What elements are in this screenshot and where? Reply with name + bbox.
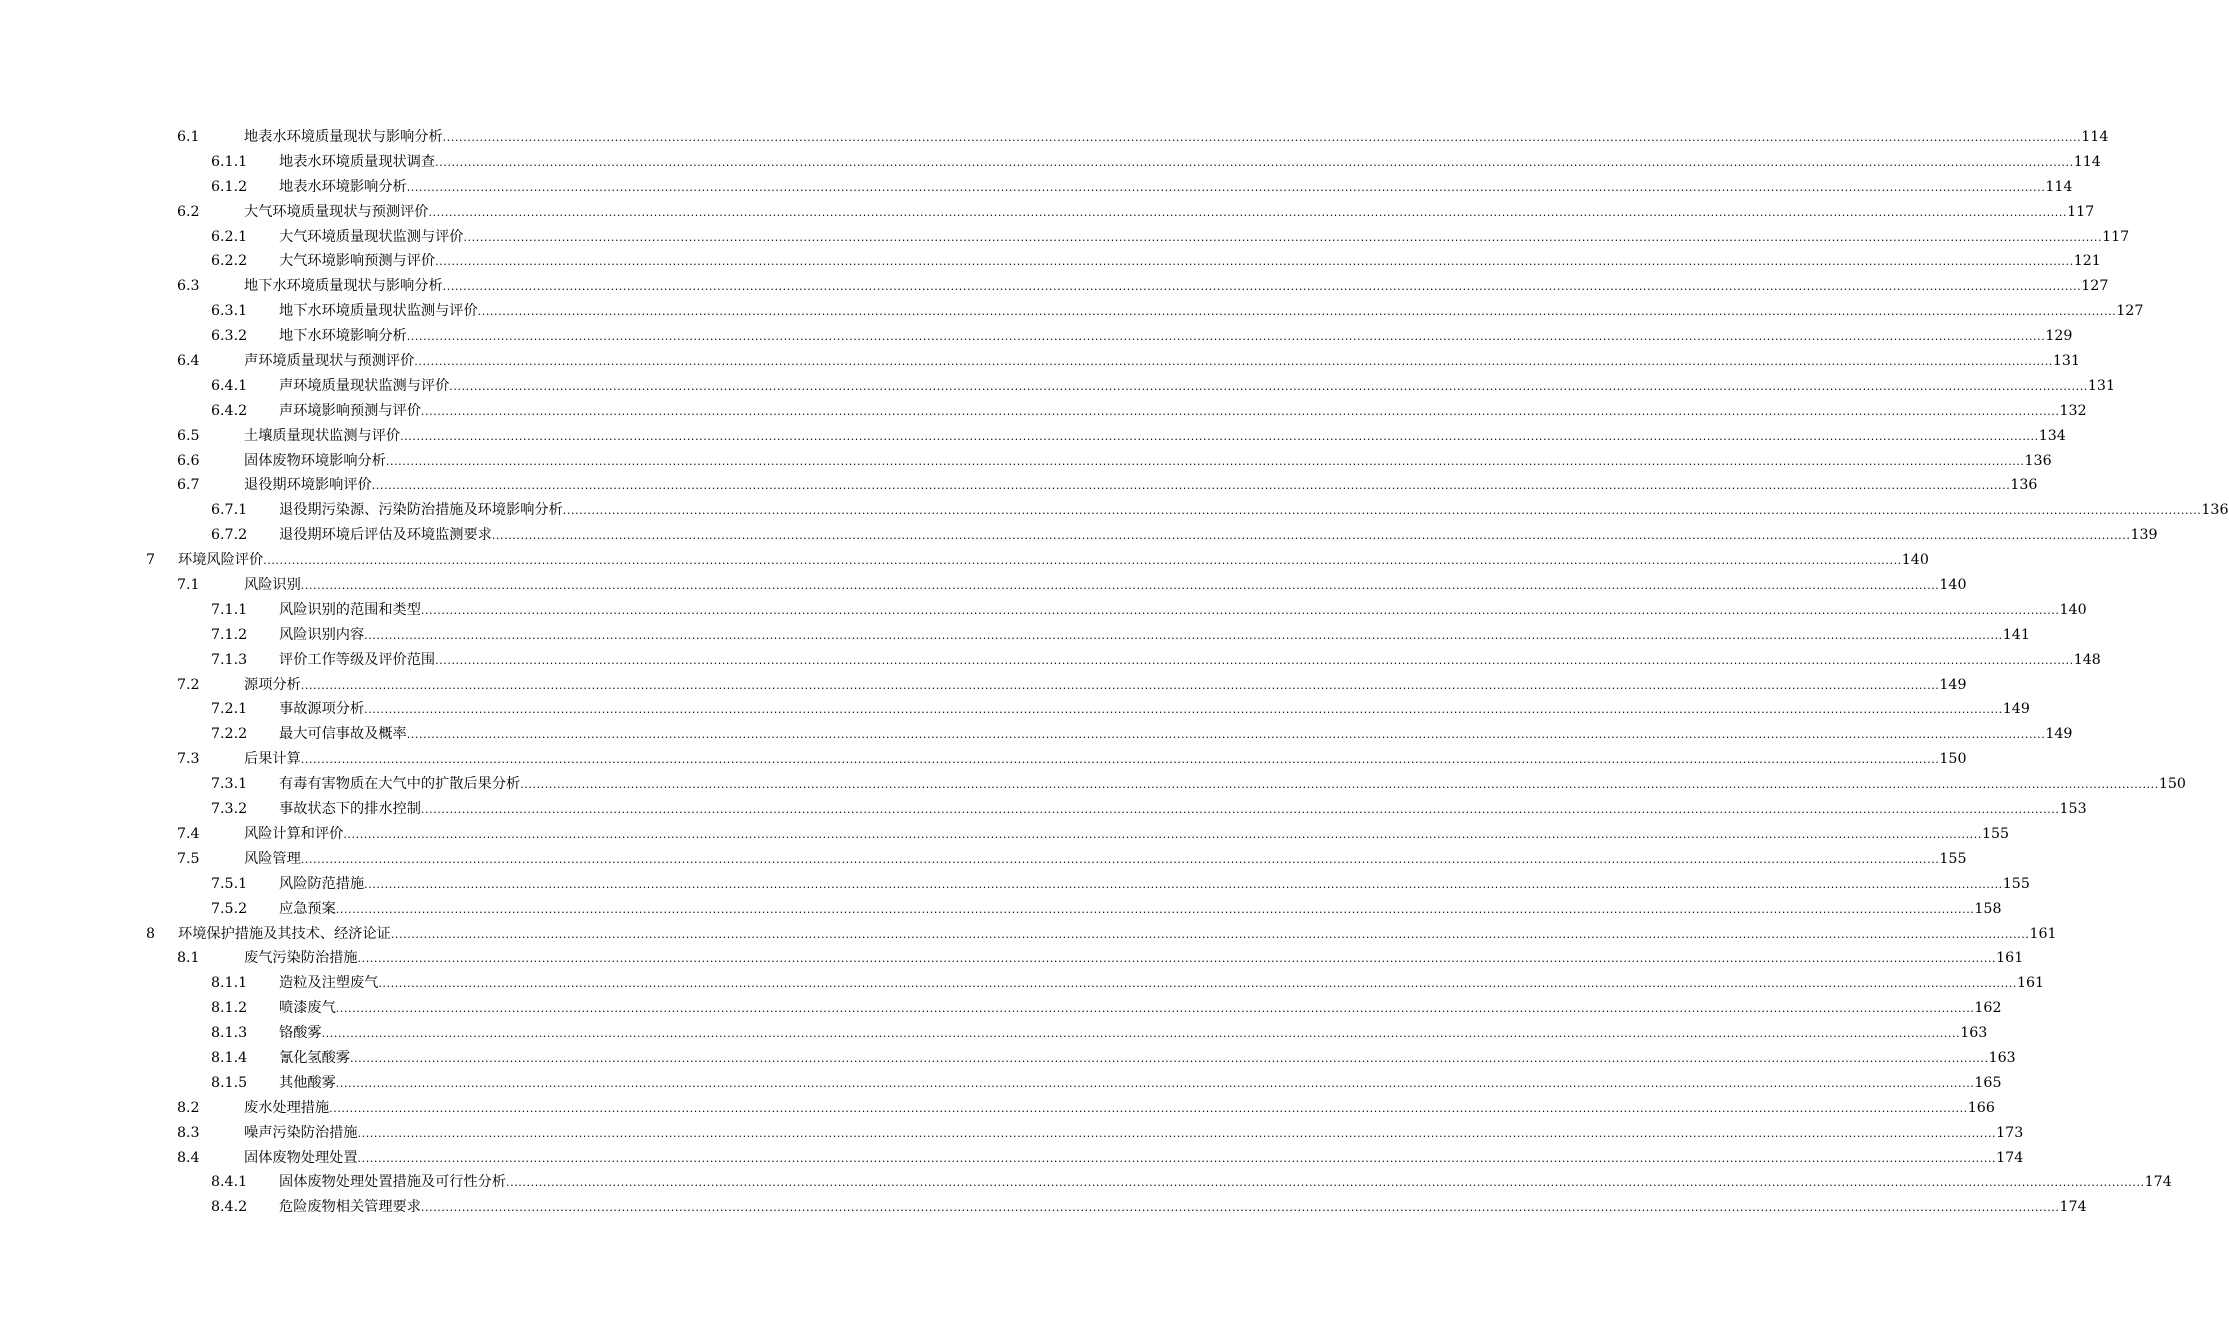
toc-entry-number: 7.1.2 [211,626,248,643]
toc-entry-line [279,797,2087,823]
toc-dot-leader: ................................................................................................................................................................................................................................................................................................................................................................................................................ [390,927,2030,941]
toc-dot-leader: ................................................................................................................................................................................................................................................................................................................................................................................................................ [477,305,2117,319]
toc-entry-page: 136 [2010,477,2038,494]
toc-entry-title: 事故状态下的排水控制 [279,797,421,822]
toc-dot-leader: ................................................................................................................................................................................................................................................................................................................................................................................................................ [263,554,1902,568]
toc-entry-title: 地表水环境质量现状与影响分析 [244,125,443,150]
toc-entry-number: 8.3 [177,1124,200,1141]
toc-entry-title: 风险计算和评价 [244,822,343,847]
toc-entry-title: 环境保护措施及其技术、经济论证 [178,922,391,947]
toc-entry[interactable] [0,722,2073,747]
toc-entry-number: 8.1.5 [211,1074,248,1091]
toc-entry-number: 6.2.2 [211,253,248,270]
toc-entry-title: 废气污染防治措施 [244,946,358,971]
toc-entry-line [244,673,1967,699]
toc-entry[interactable] [0,623,2030,648]
toc-entry[interactable] [0,1096,1995,1121]
toc-entry-line [244,424,2066,450]
toc-dot-leader: ................................................................................................................................................................................................................................................................................................................................................................................................................ [420,404,2060,418]
toc-entry-line [279,249,2101,275]
toc-entry-page: 163 [1960,1025,1988,1042]
toc-entry-number: 8.4 [177,1149,200,1166]
toc-entry-title: 铬酸雾 [279,1021,322,1046]
toc-entry-title: 最大可信事故及概率 [279,722,407,747]
toc-dot-leader: ................................................................................................................................................................................................................................................................................................................................................................................................................ [491,529,2131,543]
toc-entry[interactable] [0,424,2066,449]
toc-entry[interactable] [0,449,2052,474]
toc-entry[interactable] [0,897,2002,922]
toc-entry-page: 155 [1981,825,2010,842]
toc-entry-title: 其他酸雾 [279,1071,336,1096]
toc-entry-number: 8.1.4 [211,1049,248,1066]
toc-entry-title: 大气环境影响预测与评价 [279,249,435,274]
toc-dot-leader: ................................................................................................................................................................................................................................................................................................................................................................................................................ [406,728,2046,742]
toc-entry-title: 应急预案 [279,897,336,922]
toc-entry-line [279,1046,2016,1072]
toc-dot-leader: ................................................................................................................................................................................................................................................................................................................................................................................................................ [335,902,1975,916]
toc-entry-number: 6.7.2 [211,527,248,544]
toc-entry[interactable] [0,697,2030,722]
toc-entry-title: 固体废物处理处置 [244,1146,358,1171]
toc-entry-line [244,473,2038,499]
toc-entry-page: 163 [1988,1049,2016,1066]
toc-entry[interactable] [0,299,2144,324]
toc-entry-line [279,1071,2002,1097]
toc-entry-number: 7.3 [177,751,200,768]
toc-entry-number: 8.2 [177,1099,200,1116]
toc-entry[interactable] [0,1121,2024,1146]
toc-dot-leader: ................................................................................................................................................................................................................................................................................................................................................................................................................ [321,1027,1961,1041]
toc-dot-leader: ................................................................................................................................................................................................................................................................................................................................................................................................................ [329,1101,1968,1115]
toc-entry-line [279,897,2002,923]
toc-entry-page: 127 [2116,303,2144,320]
toc-entry-page: 174 [2144,1174,2172,1191]
toc-entry[interactable] [0,399,2087,424]
toc-entry-line [244,1096,1995,1122]
toc-entry-line [244,200,2095,226]
toc-entry-page: 161 [2016,975,2045,992]
toc-dot-leader: ................................................................................................................................................................................................................................................................................................................................................................................................................ [406,180,2046,194]
toc-entry-page: 153 [2059,801,2087,818]
toc-entry[interactable] [0,673,1967,698]
toc-entry-number: 7.2 [177,676,200,693]
toc-entry-number: 7.1.1 [211,601,248,618]
toc-entry-page: 161 [2029,925,2057,942]
toc-entry-title: 固体废物处理处置措施及可行性分析 [279,1170,506,1195]
toc-entry-number: 8.1.2 [211,1000,248,1017]
toc-dot-leader: ................................................................................................................................................................................................................................................................................................................................................................................................................ [562,504,2202,518]
toc-entry-number: 8 [146,925,156,942]
toc-entry-number: 6.4.1 [211,377,248,394]
toc-entry[interactable] [0,847,1967,872]
toc-entry-title: 风险识别内容 [279,623,364,648]
toc-entry-page: 131 [2087,377,2115,394]
toc-entry-line [244,747,1967,773]
toc-entry-page: 140 [1939,577,1967,594]
toc-entry[interactable] [0,946,2024,971]
toc-dot-leader: ................................................................................................................................................................................................................................................................................................................................................................................................................ [435,155,2074,169]
toc-entry[interactable] [0,175,2073,200]
toc-entry-title: 环境风险评价 [178,548,263,573]
toc-entry-number: 6.3 [177,278,200,295]
toc-entry[interactable] [0,498,2229,523]
toc-entry[interactable] [0,523,2158,548]
toc-entry-number: 6.4.2 [211,402,248,419]
toc-dot-leader: ................................................................................................................................................................................................................................................................................................................................................................................................................ [364,628,2003,642]
toc-dot-leader: ................................................................................................................................................................................................................................................................................................................................................................................................................ [420,603,2060,617]
toc-entry-title: 风险识别 [244,573,301,598]
toc-entry-line [244,1146,2024,1172]
toc-entry-line [244,847,1967,873]
toc-entry-title: 退役期环境影响评价 [244,473,372,498]
toc-dot-leader: ................................................................................................................................................................................................................................................................................................................................................................................................................ [357,1151,1997,1165]
toc-entry-number: 6.7.1 [211,502,248,519]
toc-entry-title: 声环境影响预测与评价 [279,399,421,424]
toc-entry[interactable] [0,1071,2002,1096]
toc-entry-page: 162 [1974,1000,2002,1017]
toc-entry-number: 7.4 [177,825,200,842]
toc-entry-number: 6.2 [177,203,200,220]
toc-entry-page: 150 [2158,776,2186,793]
toc-entry-page: 141 [2002,626,2030,643]
toc-entry-page: 174 [2059,1199,2087,1216]
toc-entry-line [279,623,2030,649]
toc-dot-leader: ................................................................................................................................................................................................................................................................................................................................................................................................................ [335,1076,1975,1090]
toc-entry-page: 114 [2045,178,2073,195]
toc-entry-line [279,872,2030,898]
toc-entry-line [178,922,2057,948]
toc-dot-leader: ................................................................................................................................................................................................................................................................................................................................................................................................................ [442,280,2082,294]
toc-dot-leader: ................................................................................................................................................................................................................................................................................................................................................................................................................ [406,330,2046,344]
toc-dot-leader: ................................................................................................................................................................................................................................................................................................................................................................................................................ [435,255,2074,269]
toc-entry-page: 136 [2024,452,2052,469]
toc-entry-line [279,1021,1988,1047]
toc-entry-line [279,225,2130,251]
toc-entry[interactable] [0,274,2109,299]
toc-entry-title: 有毒有害物质在大气中的扩散后果分析 [279,772,520,797]
toc-entry-page: 174 [1996,1149,2024,1166]
toc-entry-line [279,648,2101,674]
toc-entry[interactable] [0,971,2045,996]
toc-entry-page: 149 [1939,676,1967,693]
toc-dot-leader: ................................................................................................................................................................................................................................................................................................................................................................................................................ [357,1126,1997,1140]
toc-entry-page: 161 [1996,950,2024,967]
toc-entry[interactable] [0,349,2080,374]
toc-entry-page: 117 [2102,228,2130,245]
toc-dot-leader: ................................................................................................................................................................................................................................................................................................................................................................................................................ [385,454,2025,468]
toc-entry[interactable] [0,872,2030,897]
toc-entry-line [244,946,2024,972]
toc-entry-number: 7.3.1 [211,776,248,793]
toc-entry-page: 140 [2059,601,2087,618]
toc-entry-page: 166 [1967,1099,1995,1116]
toc-dot-leader: ................................................................................................................................................................................................................................................................................................................................................................................................................ [335,1002,1975,1016]
toc-entry[interactable] [0,548,1929,573]
toc-dot-leader: ................................................................................................................................................................................................................................................................................................................................................................................................................ [357,952,1997,966]
toc-entry-line [279,722,2073,748]
toc-entry[interactable] [0,573,1967,598]
toc-entry-number: 6.2.1 [211,228,248,245]
toc-entry-number: 7.5.1 [211,875,248,892]
toc-entry-title: 源项分析 [244,673,301,698]
toc-entry-title: 危险废物相关管理要求 [279,1195,421,1220]
toc-entry[interactable] [0,1170,2172,1195]
table-of-contents [0,125,2229,1220]
toc-entry-number: 6.1.1 [211,153,248,170]
toc-dot-leader: ................................................................................................................................................................................................................................................................................................................................................................................................................ [506,1176,2145,1190]
toc-entry-page: 149 [2045,726,2073,743]
toc-entry-line [279,498,2229,524]
toc-dot-leader: ................................................................................................................................................................................................................................................................................................................................................................................................................ [400,429,2039,443]
toc-entry-title: 声环境质量现状监测与评价 [279,374,449,399]
toc-entry-page: 114 [2081,129,2109,145]
toc-entry-title: 事故源项分析 [279,697,364,722]
toc-entry-number: 8.1.1 [211,975,248,992]
toc-entry-title: 造粒及注塑废气 [279,971,378,996]
toc-entry-number: 6.3.2 [211,328,248,345]
toc-entry-line [279,399,2087,425]
toc-entry-title: 声环境质量现状与预测评价 [244,349,414,374]
toc-entry[interactable] [0,150,2101,175]
toc-entry-number: 6.5 [177,427,200,444]
toc-entry[interactable] [0,200,2095,225]
toc-entry-line [244,274,2109,300]
toc-entry-title: 大气环境质量现状与预测评价 [244,200,428,225]
toc-entry[interactable] [0,374,2115,399]
toc-entry-number: 7.3.2 [211,801,248,818]
toc-entry-number: 6.7 [177,477,200,494]
toc-entry-line [279,772,2186,798]
toc-entry-page: 149 [2002,701,2030,718]
toc-entry-page: 136 [2201,502,2229,519]
toc-dot-leader: ................................................................................................................................................................................................................................................................................................................................................................................................................ [378,977,2017,991]
toc-dot-leader: ................................................................................................................................................................................................................................................................................................................................................................................................................ [349,1051,1989,1065]
toc-entry-title: 固体废物环境影响分析 [244,449,386,474]
toc-dot-leader: ................................................................................................................................................................................................................................................................................................................................................................................................................ [371,479,2011,493]
toc-dot-leader: ................................................................................................................................................................................................................................................................................................................................................................................................................ [300,579,1940,593]
toc-dot-leader: ................................................................................................................................................................................................................................................................................................................................................................................................................ [300,852,1940,866]
toc-entry-title: 废水处理措施 [244,1096,329,1121]
toc-entry[interactable] [0,797,2087,822]
toc-entry-page: 127 [2081,278,2109,295]
toc-entry-line [279,299,2144,325]
toc-entry-title: 地下水环境影响分析 [279,324,407,349]
toc-entry-title: 氰化氢酸雾 [279,1046,350,1071]
toc-entry-page: 129 [2045,328,2073,345]
toc-entry-line [178,548,1929,574]
toc-entry-number: 8.1 [177,950,200,967]
toc-entry-title: 大气环境质量现状监测与评价 [279,225,463,250]
toc-entry-page: 121 [2073,253,2101,270]
toc-entry[interactable] [0,822,2010,847]
toc-entry-title: 退役期污染源、污染防治措施及环境影响分析 [279,498,563,523]
toc-entry-title: 噪声污染防治措施 [244,1121,358,1146]
toc-entry-page: 150 [1939,751,1967,768]
toc-entry[interactable] [0,996,2002,1021]
toc-entry[interactable] [0,1195,2087,1220]
toc-entry-line [244,349,2080,375]
toc-entry-title: 退役期环境后评估及环境监测要求 [279,523,492,548]
toc-entry-line [279,175,2073,201]
toc-entry[interactable] [0,648,2101,673]
toc-entry-number: 8.4.2 [211,1199,248,1216]
toc-entry-number: 7.1.3 [211,651,248,668]
toc-entry-number: 6.6 [177,452,200,469]
toc-entry[interactable] [0,1021,1988,1046]
toc-entry-page: 114 [2073,153,2101,170]
toc-entry-number: 7.2.1 [211,701,248,718]
toc-entry[interactable] [0,473,2038,498]
toc-entry-title: 评价工作等级及评价范围 [279,648,435,673]
toc-dot-leader: ................................................................................................................................................................................................................................................................................................................................................................................................................ [420,1201,2060,1215]
toc-dot-leader: ................................................................................................................................................................................................................................................................................................................................................................................................................ [420,803,2060,817]
toc-entry-line [279,598,2087,624]
toc-dot-leader: ................................................................................................................................................................................................................................................................................................................................................................................................................ [428,205,2068,219]
toc-entry-page: 155 [2002,875,2030,892]
toc-entry-number: 7 [146,552,156,569]
toc-entry-title: 风险识别的范围和类型 [279,598,421,623]
toc-dot-leader: ................................................................................................................................................................................................................................................................................................................................................................................................................ [463,230,2103,244]
toc-entry-page: 139 [2130,527,2158,544]
toc-entry-title: 地表水环境影响分析 [279,175,407,200]
toc-dot-leader: ................................................................................................................................................................................................................................................................................................................................................................................................................ [364,877,2003,891]
toc-entry-page: 117 [2067,203,2095,220]
toc-entry-line [279,1170,2172,1196]
toc-entry-page: 132 [2059,402,2087,419]
toc-entry[interactable] [0,598,2087,623]
toc-entry-line [244,822,2010,848]
toc-entry-line [244,449,2052,475]
toc-dot-leader: ................................................................................................................................................................................................................................................................................................................................................................................................................ [364,703,2003,717]
toc-entry[interactable] [0,324,2073,349]
toc-dot-leader: ................................................................................................................................................................................................................................................................................................................................................................................................................ [343,827,1982,841]
toc-entry-number: 7.2.2 [211,726,248,743]
toc-dot-leader: ................................................................................................................................................................................................................................................................................................................................................................................................................ [435,653,2074,667]
toc-entry-page: 158 [1974,900,2002,917]
toc-entry-number: 8.1.3 [211,1025,248,1042]
toc-dot-leader: ................................................................................................................................................................................................................................................................................................................................................................................................................ [300,753,1940,767]
toc-dot-leader: ................................................................................................................................................................................................................................................................................................................................................................................................................ [520,778,2159,792]
toc-entry-number: 6.3.1 [211,303,248,320]
toc-entry-line [244,1121,2024,1147]
toc-entry-number: 6.1.2 [211,178,248,195]
toc-entry-line [279,150,2101,176]
toc-entry-line [279,523,2158,549]
toc-entry-number: 8.4.1 [211,1174,248,1191]
toc-entry-title: 地表水环境质量现状调查 [279,150,435,175]
toc-entry-page: 131 [2052,353,2080,370]
toc-entry[interactable] [0,125,2109,150]
toc-entry[interactable] [0,747,1967,772]
toc-entry-title: 喷漆废气 [279,996,336,1021]
toc-entry-page: 155 [1939,850,1967,867]
toc-dot-leader: ................................................................................................................................................................................................................................................................................................................................................................................................................ [414,355,2053,369]
toc-entry[interactable] [0,249,2101,274]
toc-dot-leader: ................................................................................................................................................................................................................................................................................................................................................................................................................ [300,678,1940,692]
toc-entry-line [244,573,1967,599]
toc-entry-number: 6.1 [177,129,200,145]
toc-entry-title: 地下水环境质量现状监测与评价 [279,299,478,324]
toc-entry-number: 6.4 [177,353,200,370]
toc-entry-line [279,1195,2087,1221]
toc-entry-line [244,125,2109,151]
toc-entry-page: 148 [2073,651,2101,668]
toc-dot-leader: ................................................................................................................................................................................................................................................................................................................................................................................................................ [449,379,2088,393]
toc-entry[interactable] [0,772,2186,797]
toc-entry-page: 140 [1901,552,1929,569]
toc-entry[interactable] [0,922,2057,947]
toc-entry-title: 风险管理 [244,847,301,872]
toc-entry-line [279,971,2045,997]
toc-entry-number: 7.1 [177,577,200,594]
toc-entry[interactable] [0,225,2130,250]
toc-entry-title: 风险防范措施 [279,872,364,897]
toc-dot-leader: ................................................................................................................................................................................................................................................................................................................................................................................................................ [442,131,2082,144]
toc-entry-number: 7.5.2 [211,900,248,917]
toc-entry-page: 173 [1996,1124,2024,1141]
toc-entry-title: 地下水环境质量现状与影响分析 [244,274,443,299]
toc-entry-page: 134 [2038,427,2066,444]
toc-entry-title: 土壤质量现状监测与评价 [244,424,400,449]
toc-entry-line [279,324,2073,350]
toc-entry-line [279,697,2030,723]
toc-entry-number: 7.5 [177,850,200,867]
toc-entry-line [279,996,2002,1022]
toc-entry[interactable] [0,1046,2016,1071]
toc-entry[interactable] [0,1146,2024,1171]
toc-entry-title: 后果计算 [244,747,301,772]
toc-entry-page: 165 [1974,1074,2002,1091]
toc-entry-line [279,374,2115,400]
